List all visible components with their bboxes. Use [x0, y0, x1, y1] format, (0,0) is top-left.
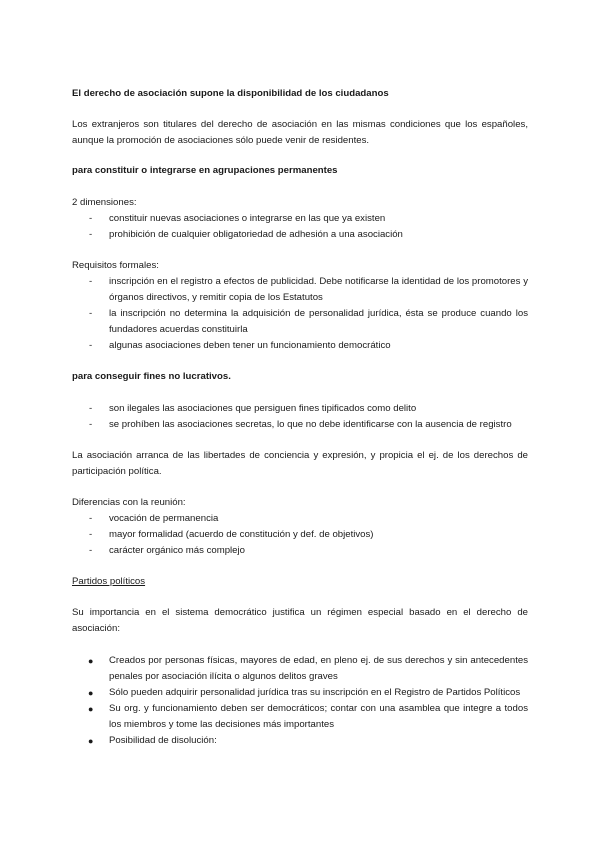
- partidos-heading: Partidos políticos: [72, 576, 146, 587]
- dash-marker: -: [89, 229, 93, 240]
- spacer: [72, 243, 528, 258]
- dimensiones-label: 2 dimensiones:: [72, 197, 137, 208]
- spacer: [72, 559, 528, 574]
- requisitos-label: Requisitos formales:: [72, 260, 159, 271]
- list-item: ● Creados por personas físicas, mayores de edad, en pleno ej. de sus derechos y sin antecedentes penales por asociación ilícita o algunos delitos graves: [88, 655, 528, 682]
- dash-marker: -: [89, 513, 93, 524]
- list-item: ● Sólo pueden adquirir personalidad jurídica tras su inscripción en el Registro de Partidos Políticos: [72, 685, 528, 701]
- spacer: [72, 637, 528, 653]
- requisitos-list: [72, 274, 528, 354]
- list-item: - la inscripción no determina la adquisición de personalidad jurídica, ésta se produce cuando los fundadores acuerdas constituirla: [89, 308, 528, 335]
- dash-marker: -: [89, 403, 93, 414]
- list-item: - vocación de permanencia: [72, 511, 528, 527]
- dash-marker: -: [89, 545, 93, 556]
- list-item: - se prohíben las asociaciones secretas, lo que no debe identificarse con la ausencia de registro: [72, 417, 528, 433]
- dash-marker: -: [89, 213, 93, 224]
- list-item: - constituir nuevas asociaciones o integrarse en las que ya existen: [72, 211, 528, 227]
- spacer: [72, 590, 528, 605]
- list-item: - prohibición de cualquier obligatoriedad de adhesión a una asociación: [72, 227, 528, 243]
- spacer: [72, 433, 528, 448]
- bullet-marker: ●: [88, 704, 94, 714]
- partidos-list: [72, 653, 528, 749]
- list-item: - inscripción en el registro a efectos de publicidad. Debe notificarse la identidad de los promotores y órganos directivos, y remitir copia de los Estatutos: [89, 276, 528, 303]
- dash-marker: -: [89, 276, 93, 287]
- spacer: [72, 385, 528, 401]
- diferencias-list: [72, 511, 528, 559]
- heading-permanentes: para constituir o integrarse en agrupaciones permanentes: [72, 165, 338, 176]
- list-item: - mayor formalidad (acuerdo de constitución y def. de objetivos): [72, 527, 528, 543]
- bullet-marker: ●: [88, 656, 94, 666]
- fines-list: [72, 401, 528, 433]
- list-item: - son ilegales las asociaciones que persiguen fines tipificados como delito: [72, 401, 528, 417]
- heading-fines: para conseguir fines no lucrativos.: [72, 371, 231, 382]
- diferencias-label: Diferencias con la reunión:: [72, 497, 186, 508]
- libertades-paragraph: La asociación arranca de las libertades de conciencia y expresión, y propicia el ej. de los derechos de participación política.: [72, 450, 528, 477]
- list-item: ● Su org. y funcionamiento deben ser democráticos; contar con una asamblea que integre a todos los miembros y tome las decisiones más importantes: [88, 703, 528, 730]
- list-item: - algunas asociaciones deben tener un funcionamiento democrático: [72, 338, 528, 354]
- intro-paragraph: Los extranjeros son titulares del derecho de asociación en las mismas condiciones que los españoles, aunque la promoción de asociaciones sólo puede venir de residentes.: [72, 119, 528, 146]
- bullet-marker: ●: [88, 688, 94, 698]
- bullet-marker: ●: [88, 736, 94, 746]
- dash-marker: -: [89, 340, 93, 351]
- spacer: [72, 480, 528, 495]
- spacer: [72, 354, 528, 369]
- dash-marker: -: [89, 419, 93, 430]
- document-title: El derecho de asociación supone la disponibilidad de los ciudadanos: [72, 88, 389, 99]
- dash-marker: -: [89, 529, 93, 540]
- list-item: ● Posibilidad de disolución:: [72, 733, 528, 749]
- dimensiones-list: [72, 211, 528, 243]
- spacer: [72, 179, 528, 195]
- dash-marker: -: [89, 308, 93, 319]
- spacer: [72, 102, 528, 117]
- partidos-intro: Su importancia en el sistema democrático justifica un régimen especial basado en el derecho de asociación:: [72, 607, 528, 634]
- list-item: - carácter orgánico más complejo: [72, 543, 528, 559]
- spacer: [72, 149, 528, 163]
